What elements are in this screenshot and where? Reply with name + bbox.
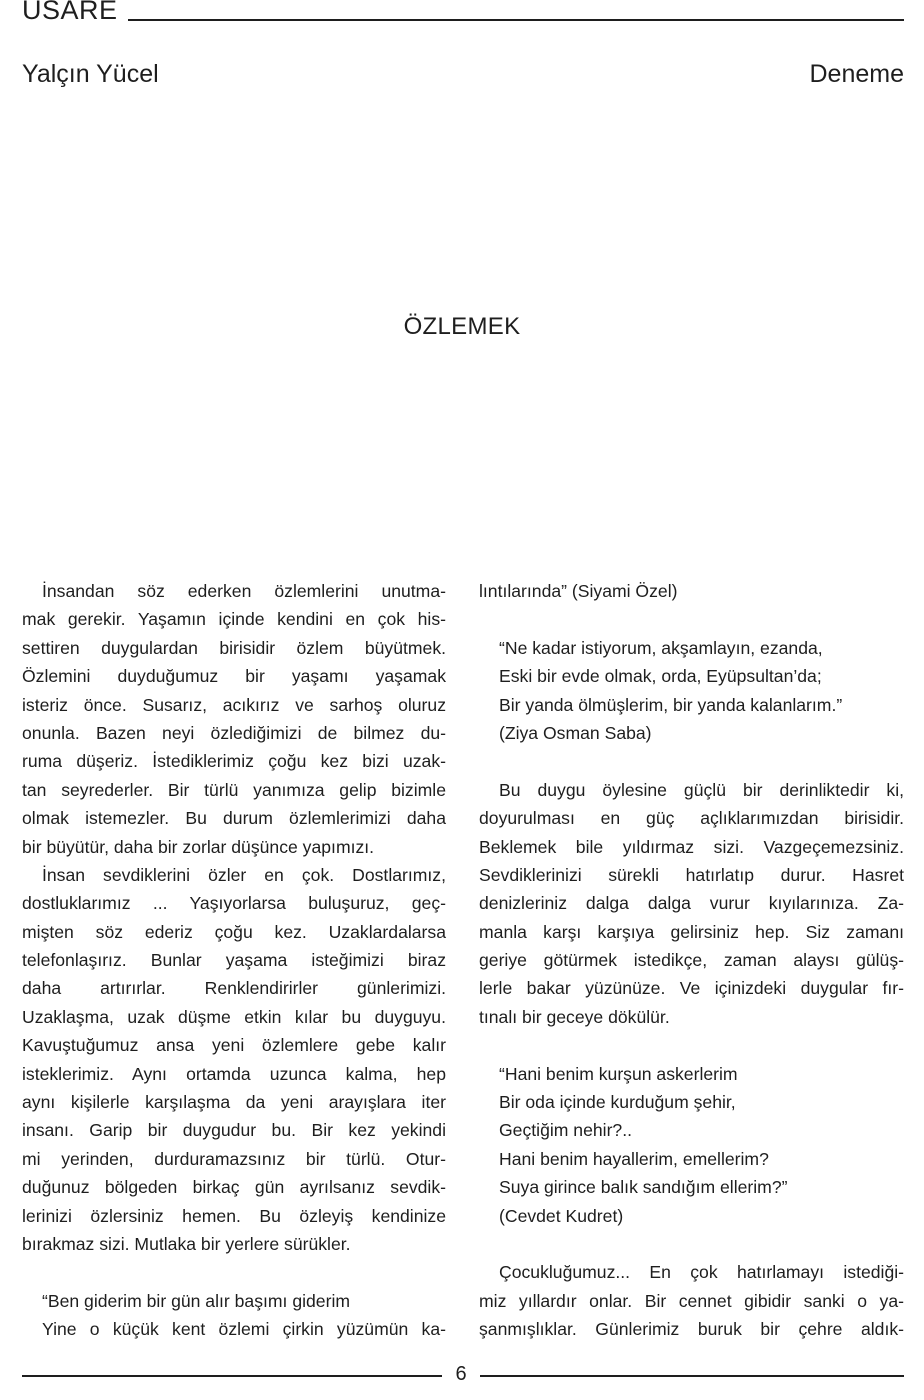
text-line: Uzaklaşma, uzak düşme etkin kılar bu duyguyu. [22, 1006, 446, 1027]
text-line: Kavuştuğumuz ansa yeni özlemlere gebe kalır [22, 1035, 446, 1056]
text-line: denizleriniz dalga dalga vurur kıyılarınıza. Za- [479, 893, 904, 914]
text-line: daha artırırlar. Renklendirirler günlerimizi. [22, 978, 446, 999]
quote-attribution: (Cevdet Kudret) [499, 1205, 624, 1226]
genre-label: Deneme [809, 60, 904, 88]
quote-line: Yine o küçük kent özlemi çirkin yüzümün ka- [42, 1319, 446, 1340]
text-line: mişten söz ederiz çoğu kez. Uzaklardalarsa [22, 921, 446, 942]
page-number: 6 [455, 1363, 467, 1385]
right-column [479, 577, 904, 1344]
footer-rule-left [22, 1375, 442, 1377]
text-line: settiren duygulardan birisidir özlem büyütmek. [22, 637, 446, 658]
journal-name: USARE [22, 0, 118, 25]
text-line: Sevdiklerinizi sürekli hatırlatıp durur. Hasret [479, 864, 904, 885]
text-line: onunla. Bazen neyi özlediğimizi de bilmez du- [22, 722, 446, 743]
quote-line: Eski bir evde olmak, orda, Eyüpsultan’da; [499, 666, 822, 687]
text-line: telefonlaşırız. Bunlar yaşama isteğimizi biraz [22, 950, 446, 971]
author-name: Yalçın Yücel [22, 60, 159, 88]
text-line: manla karşı karşıya gelirsiniz hep. Siz zamanı [479, 921, 904, 942]
article-title: ÖZLEMEK [403, 313, 521, 340]
text-line: Çocukluğumuz... En çok hatırlamayı istediği- [499, 1262, 904, 1283]
header-rule [128, 19, 904, 21]
text-line: isteklerimiz. Aynı ortamda uzunca kalma, hep [22, 1063, 446, 1084]
text-line: miz yıllardır onlar. Bir cennet gibidir sanki o ya- [479, 1290, 904, 1311]
text-line: doyurulması en güç açlıklarımızdan birisidir. [479, 808, 904, 829]
text-line: dostluklarımız ... Yaşıyorlarsa buluşuruz, geç- [22, 893, 446, 914]
text-line: tan seyrederler. Bir türlü yanımıza gelip bizimle [22, 779, 446, 800]
quote-line: Geçtiğim nehir?.. [499, 1120, 632, 1141]
text-line: duğunuz bölgeden birkaç gün ayrılsanız sevdik- [22, 1177, 446, 1198]
quote-line: “Ne kadar istiyorum, akşamlayın, ezanda, [499, 637, 823, 658]
text-line: şanmışlıklar. Günlerimiz buruk bir çehre aldık- [479, 1319, 904, 1340]
quote-line: Hani benim hayallerim, emellerim? [499, 1148, 769, 1169]
quote-line: “Ben giderim bir gün alır başımı giderim [42, 1290, 351, 1311]
footer-rule-right [480, 1375, 904, 1377]
text-line: Özlemini duyduğumuz bir yaşamı yaşamak [22, 666, 446, 687]
text-line: mak gerekir. Yaşamın içinde kendini en çok his- [22, 609, 446, 630]
text-line: lerle bakar yüzünüze. Ve içinizdeki duygular fır- [479, 978, 904, 999]
text-line: aynı kişilerle karşılaşma da yeni arayışlara iter [22, 1092, 446, 1113]
text-line: olmak istemezler. Bu durum özlemlerimizi daha [22, 808, 446, 829]
text-line: İnsan sevdiklerini özler en çok. Dostlarımız, [42, 864, 446, 885]
text-line: bir büyütür, daha bir zorlar düşünce yapımızı. [22, 836, 375, 857]
text-line: Beklemek bile yıldırmaz sizi. Vazgeçemezsiniz. [479, 836, 904, 857]
text-line: mi yerinden, durduramazsınız bir türlü. Otur- [22, 1148, 446, 1169]
text-line: lerinizi özlersiniz hemen. Bu özleyiş kendinize [22, 1205, 446, 1226]
left-column [22, 577, 446, 1344]
text-line: geriye götürmek istedikçe, zaman alaysı gülüş- [479, 950, 904, 971]
text-line: İnsandan söz ederken özlemlerini unutma- [42, 581, 446, 601]
quote-line: Bir yanda ölmüşlerim, bir yanda kalanlarım.” [499, 694, 843, 715]
quote-attribution: (Ziya Osman Saba) [499, 722, 652, 743]
text-line: bırakmaz sizi. Mutlaka bir yerlere sürükler. [22, 1233, 351, 1254]
text-line: lıntılarında” (Siyami Özel) [479, 581, 678, 601]
quote-line: Suya girince balık sandığım ellerim?” [499, 1177, 788, 1198]
text-line: tınalı bir geceye dökülür. [479, 1006, 670, 1027]
text-line: insanı. Garip bir duygudur bu. Bir kez yekindi [22, 1120, 446, 1141]
text-line: ruma düşeriz. İstediklerimiz çoğu kez bizi uzak- [22, 751, 446, 772]
quote-line: Bir oda içinde kurduğum şehir, [499, 1092, 736, 1113]
text-line: isteriz önce. Susarız, acıkırız ve sarhoş oluruz [22, 694, 446, 715]
quote-line: “Hani benim kurşun askerlerim [499, 1063, 738, 1084]
text-line: Bu duygu öylesine güçlü bir derinliktedir ki, [499, 779, 904, 800]
